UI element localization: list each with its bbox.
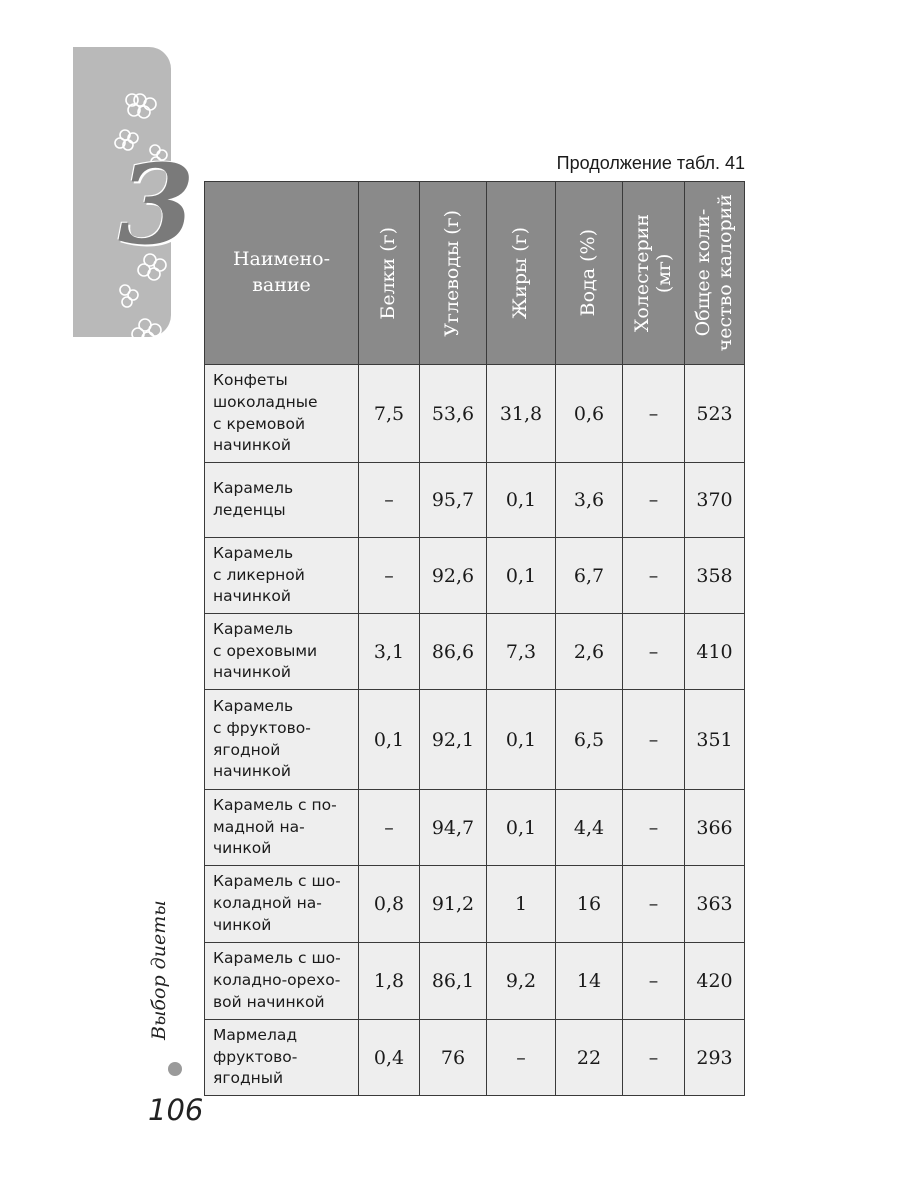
row-fat: 9,2 — [487, 943, 556, 1020]
row-calories: 420 — [685, 943, 745, 1020]
row-protein: 1,8 — [359, 943, 420, 1020]
row-cholesterol: – — [623, 790, 685, 866]
row-fat: 0,1 — [487, 463, 556, 538]
row-protein: 7,5 — [359, 365, 420, 463]
row-water: 0,6 — [556, 365, 623, 463]
table-caption: Продолжение табл. 41 — [556, 153, 745, 173]
row-name: Карамель с шо- коладно-орехо- вой начинкой — [205, 943, 359, 1020]
page-number: 106 — [148, 1093, 204, 1127]
row-fat: 7,3 — [487, 614, 556, 690]
row-calories: 351 — [685, 690, 745, 790]
header-fat: Жиры (г) — [487, 182, 556, 365]
row-water: 6,5 — [556, 690, 623, 790]
row-carbs: 76 — [420, 1020, 487, 1096]
side-caption: Выбор диеты — [148, 900, 170, 1040]
row-cholesterol: – — [623, 614, 685, 690]
row-protein: 0,8 — [359, 866, 420, 943]
row-protein: 0,1 — [359, 690, 420, 790]
row-calories: 523 — [685, 365, 745, 463]
table-row — [205, 614, 745, 690]
row-name: Карамель с ореховыми начинкой — [205, 614, 359, 690]
row-cholesterol: – — [623, 943, 685, 1020]
row-cholesterol: – — [623, 463, 685, 538]
table-row — [205, 690, 745, 790]
row-calories: 410 — [685, 614, 745, 690]
row-name: Карамель леденцы — [205, 463, 359, 538]
row-carbs: 86,1 — [420, 943, 487, 1020]
row-carbs: 92,6 — [420, 538, 487, 614]
row-water: 16 — [556, 866, 623, 943]
row-carbs: 92,1 — [420, 690, 487, 790]
table-header-row — [205, 182, 745, 365]
header-calories: Общее коли- чество калорий — [685, 182, 745, 365]
header-name: Наимено- вание — [205, 182, 359, 365]
row-fat: 0,1 — [487, 690, 556, 790]
row-carbs: 86,6 — [420, 614, 487, 690]
header-carbs: Углеводы (г) — [420, 182, 487, 365]
row-name: Карамель с шо- коладной на- чинкой — [205, 866, 359, 943]
row-carbs: 53,6 — [420, 365, 487, 463]
table-row — [205, 463, 745, 538]
row-protein: 0,4 — [359, 1020, 420, 1096]
row-water: 4,4 — [556, 790, 623, 866]
table-row — [205, 866, 745, 943]
row-calories: 366 — [685, 790, 745, 866]
row-name: Карамель с фруктово- ягодной начинкой — [205, 690, 359, 790]
row-carbs: 94,7 — [420, 790, 487, 866]
row-calories: 293 — [685, 1020, 745, 1096]
row-calories: 358 — [685, 538, 745, 614]
row-fat: – — [487, 1020, 556, 1096]
row-protein: 3,1 — [359, 614, 420, 690]
row-cholesterol: – — [623, 538, 685, 614]
row-water: 14 — [556, 943, 623, 1020]
row-cholesterol: – — [623, 1020, 685, 1096]
row-calories: 363 — [685, 866, 745, 943]
row-name: Карамель с ликерной начинкой — [205, 538, 359, 614]
bullet-icon — [168, 1062, 182, 1076]
row-fat: 0,1 — [487, 538, 556, 614]
row-water: 6,7 — [556, 538, 623, 614]
header-protein: Белки (г) — [359, 182, 420, 365]
table-row — [205, 365, 745, 463]
header-water: Вода (%) — [556, 182, 623, 365]
row-calories: 370 — [685, 463, 745, 538]
row-cholesterol: – — [623, 866, 685, 943]
table-row — [205, 790, 745, 866]
nutrition-table — [204, 181, 745, 1096]
row-protein: – — [359, 538, 420, 614]
row-fat: 31,8 — [487, 365, 556, 463]
row-carbs: 91,2 — [420, 866, 487, 943]
row-name: Карамель с по- мадной на- чинкой — [205, 790, 359, 866]
row-water: 22 — [556, 1020, 623, 1096]
row-cholesterol: – — [623, 365, 685, 463]
row-carbs: 95,7 — [420, 463, 487, 538]
chapter-number: 3 — [118, 140, 195, 269]
row-fat: 1 — [487, 866, 556, 943]
table-row — [205, 1020, 745, 1096]
row-water: 3,6 — [556, 463, 623, 538]
table-row — [205, 538, 745, 614]
row-water: 2,6 — [556, 614, 623, 690]
row-protein: – — [359, 790, 420, 866]
table-row — [205, 943, 745, 1020]
row-protein: – — [359, 463, 420, 538]
row-fat: 0,1 — [487, 790, 556, 866]
row-name: Мармелад фруктово- ягодный — [205, 1020, 359, 1096]
row-name: Конфеты шоколадные с кремовой начинкой — [205, 365, 359, 463]
row-cholesterol: – — [623, 690, 685, 790]
header-cholesterol: Холестерин (мг) — [623, 182, 685, 365]
